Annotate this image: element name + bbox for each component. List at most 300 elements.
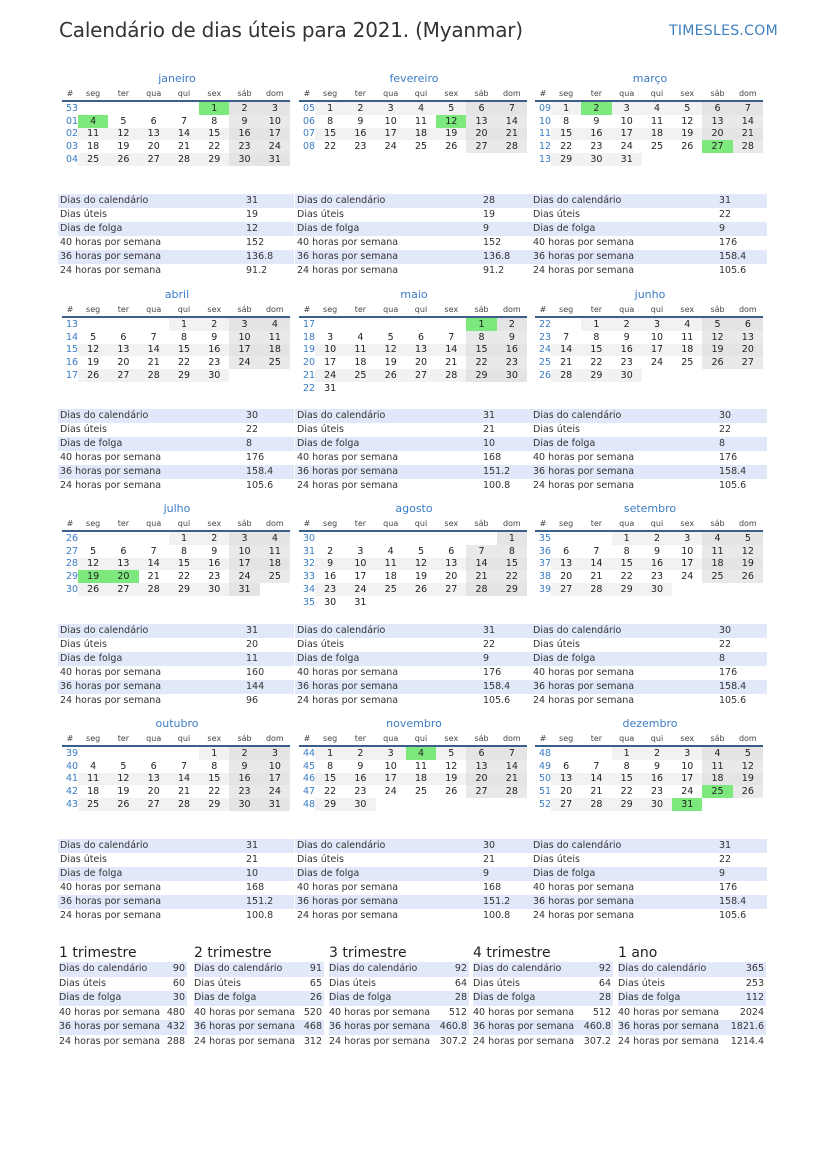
day-cell[interactable]: 12 [445,760,458,772]
brand-logo[interactable]: TIMESLES.COM [669,23,778,39]
day-cell[interactable]: 10 [229,331,259,344]
day-cell[interactable]: 27 [139,798,169,811]
day-cell[interactable]: 18 [702,558,732,571]
day-cell[interactable]: 7 [180,760,187,772]
day-cell[interactable]: 14 [497,760,527,773]
day-cell[interactable]: 18 [354,357,367,369]
day-cell[interactable]: 15 [315,773,345,786]
day-cell[interactable]: 22 [620,571,633,583]
day-cell[interactable]: 15 [199,773,229,786]
day-cell[interactable]: 4 [702,746,732,760]
day-cell[interactable]: 27 [108,583,138,596]
day-cell[interactable]: 3 [229,317,259,331]
day-cell[interactable]: 23 [354,141,367,153]
day-cell[interactable]: 16 [581,128,611,141]
day-cell[interactable]: 24 [384,786,397,798]
day-cell[interactable]: 9 [229,760,259,773]
day-cell[interactable]: 26 [445,786,458,798]
day-cell[interactable]: 5 [672,101,702,115]
day-cell[interactable]: 3 [672,746,702,760]
day-cell[interactable]: 2 [229,746,259,760]
day-cell[interactable]: 14 [436,344,466,357]
day-cell[interactable]: 25 [78,798,108,811]
day-cell[interactable]: 14 [139,344,169,357]
day-cell[interactable]: 20 [147,786,160,798]
day-cell[interactable]: 21 [147,357,160,369]
day-cell[interactable]: 5 [702,317,732,331]
day-cell[interactable]: 19 [117,786,130,798]
day-cell[interactable]: 14 [733,115,763,128]
day-cell[interactable]: 18 [642,128,672,141]
day-cell[interactable]: 25 [345,369,375,382]
day-cell[interactable]: 29 [497,583,527,596]
day-cell[interactable]: 15 [199,128,229,141]
day-cell[interactable]: 8 [327,760,334,772]
day-cell[interactable]: 26 [406,583,436,596]
day-cell[interactable]: 1 [581,317,611,331]
day-cell[interactable]: 4 [672,317,702,331]
day-cell[interactable]: 21 [445,357,458,369]
day-cell[interactable]: 10 [384,115,397,127]
day-cell[interactable]: 16 [642,558,672,571]
day-cell[interactable]: 24 [681,571,694,583]
day-cell[interactable]: 28 [169,798,199,811]
day-cell[interactable]: 29 [581,369,611,382]
day-cell[interactable]: 14 [581,773,611,786]
day-cell[interactable]: 15 [581,344,611,357]
day-cell[interactable]: 15 [169,558,199,571]
holiday-day-cell[interactable]: 4 [78,115,108,128]
day-cell[interactable]: 11 [260,545,290,558]
day-cell[interactable]: 29 [315,798,345,811]
day-cell[interactable]: 31 [612,153,642,166]
day-cell[interactable]: 7 [593,545,600,557]
day-cell[interactable]: 14 [169,773,199,786]
day-cell[interactable]: 31 [260,153,290,166]
day-cell[interactable]: 20 [445,571,458,583]
day-cell[interactable]: 28 [466,583,496,596]
day-cell[interactable]: 16 [497,344,527,357]
day-cell[interactable]: 5 [120,760,127,772]
day-cell[interactable]: 27 [466,140,496,153]
day-cell[interactable]: 3 [376,101,406,115]
day-cell[interactable]: 21 [590,571,603,583]
day-cell[interactable]: 6 [120,545,127,557]
day-cell[interactable]: 13 [108,344,138,357]
day-cell[interactable]: 1 [169,531,199,545]
day-cell[interactable]: 3 [229,531,259,545]
day-cell[interactable]: 6 [120,331,127,343]
day-cell[interactable]: 26 [376,369,406,382]
day-cell[interactable]: 3 [612,101,642,115]
day-cell[interactable]: 10 [681,545,694,557]
day-cell[interactable]: 8 [327,115,334,127]
day-cell[interactable]: 20 [466,128,496,141]
day-cell[interactable]: 10 [229,545,259,558]
day-cell[interactable]: 18 [260,344,290,357]
holiday-day-cell[interactable]: 19 [78,570,108,583]
day-cell[interactable]: 4 [406,101,436,115]
day-cell[interactable]: 23 [650,571,664,583]
day-cell[interactable]: 31 [260,798,290,811]
day-cell[interactable]: 12 [78,558,108,571]
day-cell[interactable]: 8 [563,115,570,127]
day-cell[interactable]: 9 [211,545,218,557]
day-cell[interactable]: 13 [733,331,763,344]
day-cell[interactable]: 30 [199,583,229,596]
day-cell[interactable]: 4 [260,317,290,331]
day-cell[interactable]: 22 [177,357,191,369]
day-cell[interactable]: 21 [497,128,527,141]
day-cell[interactable]: 27 [406,369,436,382]
day-cell[interactable]: 4 [357,331,364,343]
day-cell[interactable]: 14 [551,344,581,357]
day-cell[interactable]: 20 [702,128,732,141]
day-cell[interactable]: 23 [497,356,527,369]
day-cell[interactable]: 19 [384,357,397,369]
day-cell[interactable]: 11 [414,760,428,772]
day-cell[interactable]: 7 [448,331,455,343]
day-cell[interactable]: 20 [414,357,428,369]
holiday-day-cell[interactable]: 2 [581,101,611,115]
day-cell[interactable]: 28 [733,140,763,153]
holiday-day-cell[interactable]: 25 [702,785,732,798]
day-cell[interactable]: 16 [345,128,375,141]
day-cell[interactable]: 11 [376,558,406,571]
day-cell[interactable]: 7 [593,760,600,772]
day-cell[interactable]: 24 [229,570,259,583]
day-cell[interactable]: 6 [417,331,424,343]
day-cell[interactable]: 3 [357,545,364,557]
day-cell[interactable]: 25 [78,153,108,166]
day-cell[interactable]: 25 [414,141,428,153]
day-cell[interactable]: 26 [108,153,138,166]
day-cell[interactable]: 25 [260,356,290,369]
day-cell[interactable]: 16 [199,344,229,357]
day-cell[interactable]: 13 [139,773,169,786]
day-cell[interactable]: 5 [387,331,394,343]
day-cell[interactable]: 2 [642,531,672,545]
day-cell[interactable]: 15 [169,344,199,357]
day-cell[interactable]: 24 [229,356,259,369]
day-cell[interactable]: 24 [384,141,397,153]
day-cell[interactable]: 8 [623,760,630,772]
day-cell[interactable]: 25 [650,141,664,153]
day-cell[interactable]: 9 [653,760,660,772]
day-cell[interactable]: 17 [672,773,702,786]
day-cell[interactable]: 16 [345,773,375,786]
day-cell[interactable]: 12 [702,331,732,344]
day-cell[interactable]: 20 [733,344,763,357]
day-cell[interactable]: 3 [260,101,290,115]
day-cell[interactable]: 23 [650,786,664,798]
day-cell[interactable]: 7 [150,331,157,343]
day-cell[interactable]: 30 [345,798,375,811]
day-cell[interactable]: 28 [551,369,581,382]
day-cell[interactable]: 28 [581,583,611,596]
day-cell[interactable]: 16 [229,128,259,141]
day-cell[interactable]: 21 [177,786,191,798]
day-cell[interactable]: 11 [345,344,375,357]
holiday-day-cell[interactable]: 20 [108,570,138,583]
day-cell[interactable]: 23 [315,583,345,596]
holiday-day-cell[interactable]: 1 [466,317,496,331]
day-cell[interactable]: 9 [593,115,600,127]
day-cell[interactable]: 13 [466,760,496,773]
day-cell[interactable]: 30 [229,153,259,166]
day-cell[interactable]: 1 [612,531,642,545]
day-cell[interactable]: 26 [681,141,694,153]
day-cell[interactable]: 12 [78,344,108,357]
day-cell[interactable]: 29 [612,798,642,811]
day-cell[interactable]: 19 [702,344,732,357]
day-cell[interactable]: 11 [78,128,108,141]
day-cell[interactable]: 12 [406,558,436,571]
day-cell[interactable]: 6 [702,101,732,115]
day-cell[interactable]: 21 [177,141,191,153]
day-cell[interactable]: 22 [177,571,191,583]
day-cell[interactable]: 8 [211,115,218,127]
day-cell[interactable]: 25 [376,583,406,596]
day-cell[interactable]: 17 [260,773,290,786]
day-cell[interactable]: 6 [733,317,763,331]
day-cell[interactable]: 6 [466,746,496,760]
day-cell[interactable]: 1 [169,317,199,331]
day-cell[interactable]: 13 [436,558,466,571]
day-cell[interactable]: 16 [229,773,259,786]
day-cell[interactable]: 30 [642,798,672,811]
day-cell[interactable]: 26 [702,356,732,369]
day-cell[interactable]: 3 [327,331,334,343]
day-cell[interactable]: 9 [653,545,660,557]
day-cell[interactable]: 10 [681,760,694,772]
day-cell[interactable]: 8 [180,331,187,343]
day-cell[interactable]: 3 [642,317,672,331]
day-cell[interactable]: 22 [208,786,221,798]
day-cell[interactable]: 27 [551,798,581,811]
day-cell[interactable]: 17 [229,344,259,357]
day-cell[interactable]: 1 [551,101,581,115]
day-cell[interactable]: 17 [229,558,259,571]
day-cell[interactable]: 24 [315,369,345,382]
day-cell[interactable]: 16 [199,558,229,571]
day-cell[interactable]: 28 [139,583,169,596]
day-cell[interactable]: 17 [376,773,406,786]
day-cell[interactable]: 10 [384,760,397,772]
day-cell[interactable]: 21 [147,571,160,583]
day-cell[interactable]: 10 [315,344,345,357]
day-cell[interactable]: 17 [612,128,642,141]
day-cell[interactable]: 11 [702,760,732,773]
day-cell[interactable]: 29 [199,153,229,166]
day-cell[interactable]: 23 [229,140,259,153]
day-cell[interactable]: 20 [560,786,573,798]
day-cell[interactable]: 12 [733,760,763,773]
day-cell[interactable]: 19 [117,141,130,153]
day-cell[interactable]: 24 [650,357,664,369]
day-cell[interactable]: 5 [90,331,97,343]
day-cell[interactable]: 3 [672,531,702,545]
holiday-day-cell[interactable]: 1 [199,101,229,115]
day-cell[interactable]: 18 [406,773,436,786]
day-cell[interactable]: 9 [315,558,345,571]
day-cell[interactable]: 8 [497,545,527,558]
day-cell[interactable]: 27 [551,583,581,596]
day-cell[interactable]: 3 [376,746,406,760]
day-cell[interactable]: 30 [229,798,259,811]
day-cell[interactable]: 12 [733,545,763,558]
day-cell[interactable]: 6 [150,115,157,127]
day-cell[interactable]: 16 [642,773,672,786]
day-cell[interactable]: 19 [436,773,466,786]
day-cell[interactable]: 7 [497,746,527,760]
day-cell[interactable]: 9 [211,331,218,343]
day-cell[interactable]: 2 [229,101,259,115]
day-cell[interactable]: 2 [199,531,229,545]
day-cell[interactable]: 24 [345,583,375,596]
day-cell[interactable]: 4 [90,760,97,772]
day-cell[interactable]: 4 [387,545,394,557]
day-cell[interactable]: 15 [315,128,345,141]
day-cell[interactable]: 21 [560,357,573,369]
day-cell[interactable]: 30 [199,369,229,382]
day-cell[interactable]: 9 [497,331,527,344]
day-cell[interactable]: 28 [497,140,527,153]
day-cell[interactable]: 1 [315,101,345,115]
day-cell[interactable]: 22 [560,141,573,153]
day-cell[interactable]: 26 [445,141,458,153]
day-cell[interactable]: 20 [117,357,130,369]
holiday-day-cell[interactable]: 4 [406,746,436,760]
day-cell[interactable]: 25 [414,786,428,798]
day-cell[interactable]: 10 [345,558,375,571]
day-cell[interactable]: 23 [590,141,603,153]
day-cell[interactable]: 30 [497,369,527,382]
day-cell[interactable]: 11 [702,545,732,558]
day-cell[interactable]: 30 [581,153,611,166]
day-cell[interactable]: 25 [702,570,732,583]
day-cell[interactable]: 5 [120,115,127,127]
day-cell[interactable]: 12 [108,128,138,141]
day-cell[interactable]: 7 [497,101,527,115]
day-cell[interactable]: 23 [208,357,221,369]
day-cell[interactable]: 7 [180,115,187,127]
day-cell[interactable]: 2 [199,317,229,331]
day-cell[interactable]: 25 [260,570,290,583]
day-cell[interactable]: 14 [497,115,527,128]
day-cell[interactable]: 30 [612,369,642,382]
day-cell[interactable]: 19 [436,128,466,141]
day-cell[interactable]: 11 [78,773,108,786]
day-cell[interactable]: 5 [417,545,424,557]
day-cell[interactable]: 23 [208,571,221,583]
holiday-day-cell[interactable]: 31 [672,798,702,811]
day-cell[interactable]: 23 [354,786,367,798]
day-cell[interactable]: 4 [642,101,672,115]
day-cell[interactable]: 8 [623,545,630,557]
day-cell[interactable]: 29 [612,583,642,596]
day-cell[interactable]: 30 [642,583,672,596]
day-cell[interactable]: 31 [324,382,337,394]
day-cell[interactable]: 23 [620,357,633,369]
day-cell[interactable]: 28 [139,369,169,382]
day-cell[interactable]: 16 [612,344,642,357]
day-cell[interactable]: 6 [448,545,455,557]
day-cell[interactable]: 18 [702,773,732,786]
day-cell[interactable]: 19 [733,558,763,571]
day-cell[interactable]: 10 [260,760,290,773]
day-cell[interactable]: 12 [108,773,138,786]
day-cell[interactable]: 23 [229,785,259,798]
day-cell[interactable]: 20 [147,141,160,153]
day-cell[interactable]: 24 [260,140,290,153]
day-cell[interactable]: 18 [406,128,436,141]
day-cell[interactable]: 4 [702,531,732,545]
day-cell[interactable]: 22 [324,141,337,153]
day-cell[interactable]: 6 [150,760,157,772]
day-cell[interactable]: 5 [733,531,763,545]
day-cell[interactable]: 10 [650,331,664,343]
day-cell[interactable]: 18 [87,786,100,798]
day-cell[interactable]: 10 [620,115,633,127]
day-cell[interactable]: 7 [733,101,763,115]
day-cell[interactable]: 5 [436,101,466,115]
day-cell[interactable]: 26 [108,798,138,811]
day-cell[interactable]: 27 [466,785,496,798]
day-cell[interactable]: 12 [376,344,406,357]
day-cell[interactable]: 26 [733,785,763,798]
day-cell[interactable]: 4 [260,531,290,545]
day-cell[interactable]: 13 [108,558,138,571]
day-cell[interactable]: 7 [563,331,570,343]
day-cell[interactable]: 9 [357,760,364,772]
day-cell[interactable]: 6 [563,760,570,772]
day-cell[interactable]: 9 [229,115,259,128]
day-cell[interactable]: 17 [672,558,702,571]
day-cell[interactable]: 24 [620,141,633,153]
day-cell[interactable]: 1 [497,531,527,545]
day-cell[interactable]: 29 [169,583,199,596]
day-cell[interactable]: 21 [733,128,763,141]
day-cell[interactable]: 5 [90,545,97,557]
day-cell[interactable]: 29 [466,369,496,382]
day-cell[interactable]: 11 [681,331,694,343]
day-cell[interactable]: 22 [208,141,221,153]
day-cell[interactable]: 11 [414,115,428,127]
day-cell[interactable]: 18 [672,344,702,357]
day-cell[interactable]: 17 [354,571,367,583]
day-cell[interactable]: 21 [466,570,496,583]
day-cell[interactable]: 27 [108,369,138,382]
day-cell[interactable]: 30 [324,596,337,608]
day-cell[interactable]: 20 [560,571,573,583]
day-cell[interactable]: 14 [581,558,611,571]
day-cell[interactable]: 2 [345,101,375,115]
day-cell[interactable]: 13 [466,115,496,128]
day-cell[interactable]: 31 [229,583,259,596]
day-cell[interactable]: 7 [150,545,157,557]
day-cell[interactable]: 27 [733,356,763,369]
day-cell[interactable]: 29 [551,153,581,166]
day-cell[interactable]: 14 [466,558,496,571]
day-cell[interactable]: 6 [466,101,496,115]
day-cell[interactable]: 5 [733,746,763,760]
day-cell[interactable]: 28 [497,785,527,798]
day-cell[interactable]: 26 [733,570,763,583]
day-cell[interactable]: 14 [139,558,169,571]
holiday-day-cell[interactable]: 27 [702,140,732,153]
day-cell[interactable]: 24 [260,785,290,798]
